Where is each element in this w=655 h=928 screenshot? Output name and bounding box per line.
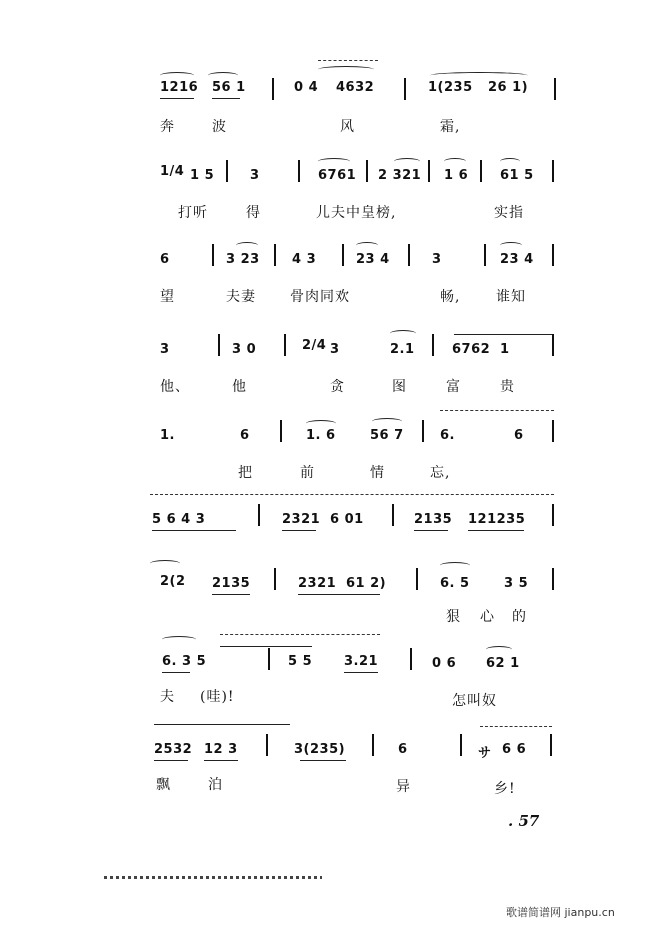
lyric: 望 [160,289,175,305]
note-group: 6. [440,428,455,443]
slur [440,562,470,569]
note-group: 2(2 [160,574,186,589]
bar-line [480,160,482,182]
bar-line [280,420,282,442]
lyric: 实指 [494,205,524,221]
lyric: 得 [246,205,261,221]
note-group: 0 4 [294,80,319,95]
lyric: 心 [480,609,495,625]
bar-line [366,160,368,182]
slur [150,560,180,567]
underline [344,672,378,673]
note-group: 3 [432,252,442,267]
note-group: 3 0 [232,342,257,357]
lyric: 霜, [440,119,461,135]
underline [298,594,380,595]
bar-line [284,334,286,356]
lyric: 情 [370,465,385,481]
bar-line [274,244,276,266]
underline [468,530,524,531]
note-group: 1(235 [428,80,473,95]
note-group: 2532 [154,742,193,757]
note-group: 3 [160,342,170,357]
page-number: . 57 [508,812,540,830]
note-group: 3.21 [344,654,379,669]
note-group: 121235 [468,512,526,527]
bar-line [218,334,220,356]
lyric: 畅, [440,289,461,305]
bar-line [552,160,554,182]
bar-line [552,504,554,526]
bar-line [554,78,556,100]
note-group: 5 6 4 3 [152,512,206,527]
note-group: 61 2) [346,576,387,591]
bar-line [392,504,394,526]
lyric: 夫 [160,689,175,705]
slur [318,158,350,165]
note-group: 61 5 [500,168,534,183]
bar-line [552,568,554,590]
lyric: 打听 [178,205,208,221]
lyric: 富 [446,379,461,395]
bar-line [404,78,406,100]
note-group: 56 7 [370,428,404,443]
slur [162,636,196,643]
note-group: 2135 [414,512,453,527]
bar-line [410,648,412,670]
note-group: 3 [330,342,340,357]
note-group: 6 01 [330,512,364,527]
note-group: 26 1) [488,80,529,95]
slur [306,420,336,427]
note-group: 1216 [160,80,199,95]
bar-line [272,78,274,100]
lyric: 谁知 [496,289,526,305]
slur [208,72,238,79]
note-group: 5 5 [288,654,313,669]
lyric: 骨肉同欢 [290,289,350,305]
note-group: 6 6 [502,742,527,757]
lyric: 异 [396,779,411,795]
note-group: 6 [160,252,170,267]
note-group: 6761 [318,168,357,183]
slur [500,242,522,249]
scan-artifact-line [104,876,322,879]
slur [500,158,520,165]
note-group: 1. 6 [306,428,336,443]
bar-line [552,334,554,356]
underline [204,760,238,761]
bar-line [268,648,270,670]
note-group: 3 23 [226,252,260,267]
dashed-line [220,634,380,635]
bar-line [552,244,554,266]
lyric: 他 [232,379,247,395]
time-signature: 1/4 [160,164,185,179]
note-group: 6 [240,428,250,443]
bar-line [550,734,552,756]
lyric: 波 [212,119,227,135]
bar-line [484,244,486,266]
underline [282,530,316,531]
note-group: 0 6 [432,656,457,671]
note-group: 62 1 [486,656,520,671]
dashed-line [150,494,554,495]
note-group: 2321 [282,512,321,527]
note-group: 6 [398,742,408,757]
dashed-line [318,60,378,61]
slur [372,418,402,425]
note-group: 4632 [336,80,375,95]
underline [152,530,236,531]
underline [162,672,190,673]
bar-line [298,160,300,182]
note-group: 2 321 [378,168,422,183]
slur [444,158,466,165]
lyric: (哇)! [200,689,235,705]
lyric: 狠 [446,609,461,625]
lyric: 泊 [208,777,223,793]
time-signature: 2/4 [302,338,327,353]
note-group: 6. 5 [440,576,470,591]
lyric: 忘, [430,465,451,481]
slur [356,242,378,249]
lyric: 怎叫奴 [452,693,497,709]
dashed-line [440,410,554,411]
bar-line [552,420,554,442]
tie-line [220,646,312,647]
note-group: 6 [514,428,524,443]
underline [212,594,250,595]
note-group: 4 3 [292,252,317,267]
lyric: 奔 [160,119,175,135]
bar-line [342,244,344,266]
lyric: 贵 [500,379,515,395]
bar-line [422,420,424,442]
note-group: 1 5 [190,168,215,183]
note-group: 12 3 [204,742,238,757]
note-group: 6. 3 5 [162,654,207,669]
note-group: 23 4 [356,252,390,267]
note-group: 56 1 [212,80,246,95]
bar-line [226,160,228,182]
tie-line [154,724,290,725]
slur [486,646,512,653]
bar-line [432,334,434,356]
note-group: 2321 [298,576,337,591]
note-group: 1 6 [444,168,469,183]
note-group: 1 [500,342,510,357]
note-group: 1. [160,428,175,443]
note-group: 3 [250,168,260,183]
note-group: 3(235) [294,742,346,757]
bar-line [428,160,430,182]
underline [154,760,188,761]
underline [212,98,240,99]
slur [160,72,194,79]
bar-line [274,568,276,590]
note-group: 2135 [212,576,251,591]
underline [300,760,346,761]
note-group: 6762 [452,342,491,357]
lyric: 飘 [156,777,171,793]
slur [390,330,416,337]
bar-line [372,734,374,756]
lyric: 风 [340,119,355,135]
bar-line [460,734,462,756]
slur [236,242,258,249]
lyric: 儿夫中皇榜, [316,205,397,221]
bar-line [212,244,214,266]
tie-line [454,334,554,335]
bar-line [416,568,418,590]
note-group: 23 4 [500,252,534,267]
lyric: 贪 [330,379,345,395]
lyric: 前 [300,465,315,481]
lyric: 夫妻 [226,289,256,305]
watermark: 歌谱简谱网 jianpu.cn [506,906,615,919]
lyric: 乡! [494,781,516,797]
slur [394,158,420,165]
bar-line [408,244,410,266]
underline [160,98,194,99]
underline [414,530,448,531]
lyric: 图 [392,379,407,395]
lyric: 的 [512,609,527,625]
lyric: 他、 [160,379,190,395]
lyric: 把 [238,465,253,481]
note-group: 3 5 [504,576,529,591]
slur [318,66,374,73]
note-group: 2.1 [390,342,415,357]
dashed-line [480,726,552,727]
bar-line [258,504,260,526]
free-tempo-mark: サ [478,746,492,761]
slur [430,72,528,79]
bar-line [266,734,268,756]
